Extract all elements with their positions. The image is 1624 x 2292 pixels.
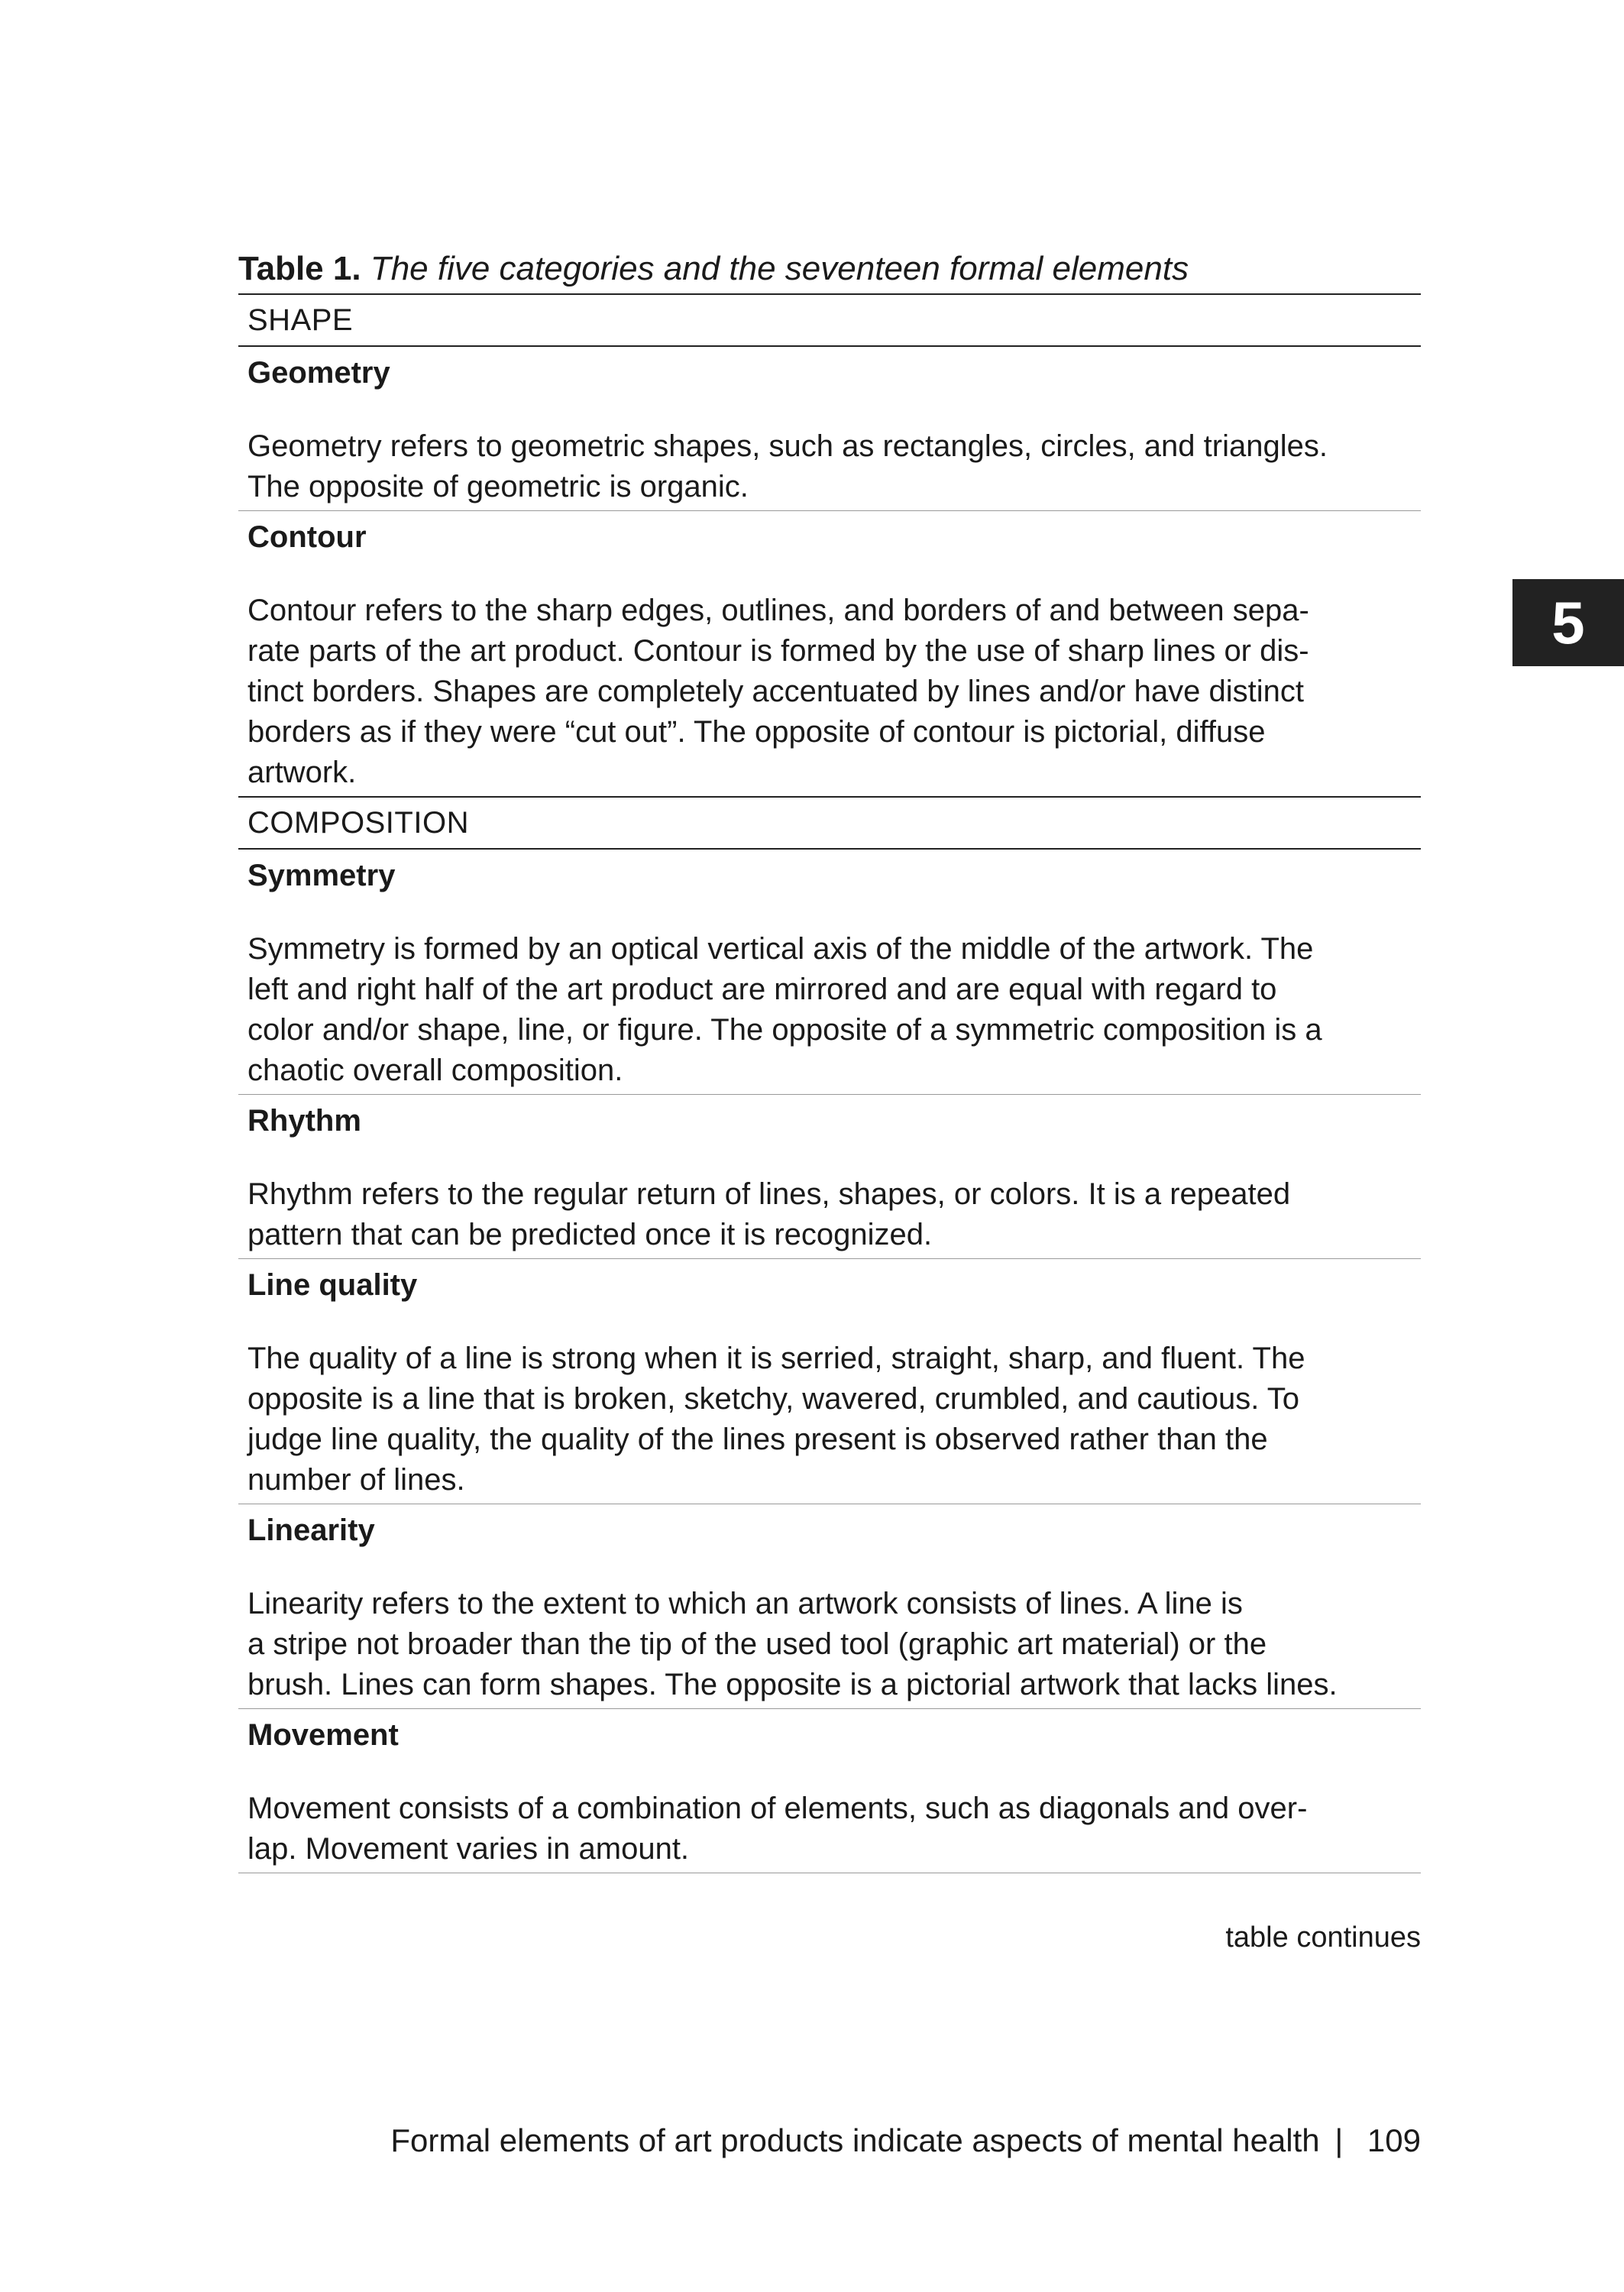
table-continues-note: table continues — [1225, 1921, 1421, 1954]
table-row — [238, 1504, 1421, 1709]
category-heading-shape: SHAPE — [238, 293, 1421, 347]
footer-separator: | — [1334, 2122, 1344, 2158]
category-heading-composition: COMPOSITION — [238, 798, 1421, 850]
chapter-tab-marker: 5 — [1512, 579, 1624, 666]
element-name: Rhythm — [247, 1104, 361, 1138]
page-number: 109 — [1367, 2122, 1421, 2158]
running-title: Formal elements of art products indicate aspects of mental health — [390, 2122, 1320, 2158]
table-row — [238, 511, 1421, 798]
element-description: Movement consists of a combination of elements, such as diagonals and over- lap. Movement varies in amount. — [247, 1792, 1308, 1866]
element-description: The quality of a line is strong when it is serried, straight, sharp, and fluent. The opposite is a line that is broken, sketchy, wavered, crumbled, and cautious. To judge line quality, the quality of the lines present is observed rather than the number of lines. — [247, 1342, 1305, 1497]
table-row — [238, 1095, 1421, 1259]
table-row — [238, 850, 1421, 1095]
element-name: Line quality — [247, 1268, 418, 1302]
element-name: Movement — [247, 1718, 399, 1752]
element-description: Contour refers to the sharp edges, outlines, and borders of and between sepa- rate parts of the art product. Contour is formed by the use of sharp lines or dis- tinct borders. Shapes are completely accentuated by lines and/or have distinct borders as if they were “cut out”. The opposite of contour is pictorial, diffuse artwork. — [247, 594, 1309, 789]
table-row — [238, 1709, 1421, 1873]
table-caption-label: Table 1. — [238, 250, 361, 287]
element-description: Geometry refers to geometric shapes, such as rectangles, circles, and triangles. The opposite of geometric is organic. — [247, 429, 1328, 503]
element-description: Symmetry is formed by an optical vertical axis of the middle of the artwork. The left and right half of the art product are mirrored and are equal with regard to color and/or shape, line, or figure. The opposite of a symmetric composition is a chaotic overall composition. — [247, 932, 1322, 1087]
table-caption — [238, 246, 1421, 292]
element-name: Linearity — [247, 1513, 375, 1547]
table-caption-title: The five categories and the seventeen formal elements — [370, 250, 1189, 287]
table-row — [238, 1259, 1421, 1504]
element-name: Geometry — [247, 356, 390, 390]
page-footer — [390, 2119, 1421, 2162]
element-name: Contour — [247, 520, 367, 554]
element-description: Rhythm refers to the regular return of lines, shapes, or colors. It is a repeated pattern that can be predicted once it is recognized. — [247, 1177, 1291, 1251]
table-row — [238, 347, 1421, 511]
element-description: Linearity refers to the extent to which an artwork consists of lines. A line is a stripe not broader than the tip of the used tool (graphic art material) or the brush. Lines can form shapes. The opposite is a pictorial artwork that lacks lines. — [247, 1587, 1338, 1701]
formal-elements-table — [238, 293, 1421, 1873]
element-name: Symmetry — [247, 859, 396, 892]
